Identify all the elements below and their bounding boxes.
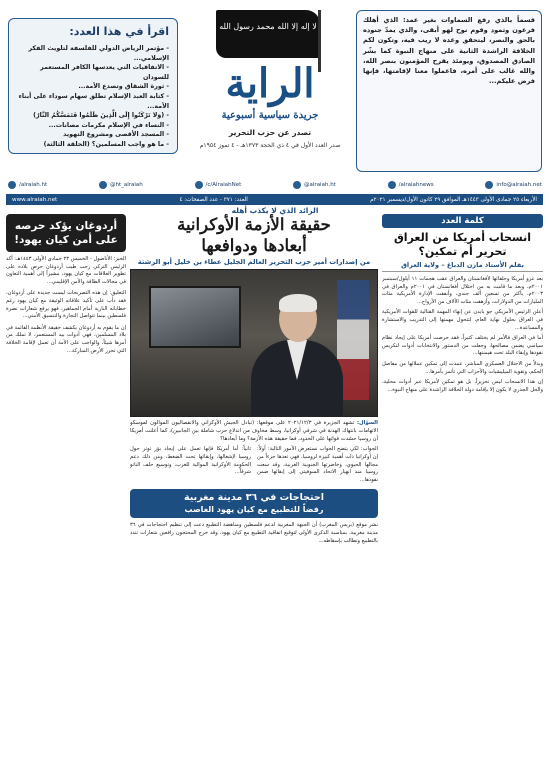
editorial-paragraph: بعد غزو أمريكا وحلفائها لأفغانستان والعراق عقب هجمات ١١ أيلول/سبتمبر ٢٠٠١م، وبعد ما قامت به من احتلال أفغانستان في ٢٠٠١م والعراق في ٢٠٠٣م، بأكثر من تسعين ألف جندي، وأنفقت الإدارة الأمريكية مئات المليارات من الدولارات، وأزهقت مئات الآلاف من الأرواح... bbox=[382, 276, 543, 305]
main-headline-line1: حقيقة الأزمة الأوكرانية bbox=[177, 215, 331, 234]
social-link-email[interactable]: info@alraiah.net bbox=[485, 181, 542, 189]
telegram-icon bbox=[195, 181, 203, 189]
index-item[interactable]: - ثورة الشقاق وتصدع الأمة... bbox=[17, 82, 169, 92]
index-item[interactable]: - (وَلا تَرْكَنُوا إِلَى الَّذِينَ ظَلَمُوا فَتَمَسَّكُمُ النَّارُ) bbox=[17, 111, 169, 121]
erdogan-headline[interactable]: أردوغان يؤكد حرصه على أمن كيان يهود! bbox=[6, 214, 126, 252]
editorial-paragraph: إن هذا الانسحاب ليس تحريراً، بل هو تمكين لأمريكا عبر أدوات محلية، والحل الجذري لا يكون إلا بإقامة دولة الخلافة الراشدة على منهاج النبوة... bbox=[382, 379, 543, 393]
question-label: السؤال: bbox=[356, 420, 378, 426]
issue-info-bar bbox=[6, 194, 543, 205]
editorial-column bbox=[382, 214, 543, 754]
index-item[interactable]: - الاتفاقيات التي يعدسها الكافر المستعمر للسودان bbox=[17, 63, 169, 82]
main-story-col-b: ثانياً: أما أمريكا فإنها تعمل على إيجاد بؤر توتر حول روسيا لإشغالها، وإبقائها تحت الضغط، ومن ذلك دعم الحكومة الأوكرانية الموالية للغرب، وتوسيع حلف الناتو شرقاً... bbox=[130, 446, 251, 476]
main-headline-line2: أبعادها ودوافعها bbox=[201, 236, 307, 255]
facebook-icon bbox=[99, 181, 107, 189]
index-item[interactable]: - كتابة العبد الإسلام تطلق سهام سوداء على أبناء الأمة... bbox=[17, 92, 169, 111]
main-story-col-a: الجواب: لكي يتضح الجواب نستعرض الأمور التالية: أولاً: إن أوكرانيا ذات أهمية كبيرة لروسيا، فهي تعدها جزءاً من مجالها الحيوي، وخاصرتها الجنوبية الغربية، وقد سعت روسيا منذ انهيار الاتحاد السوفيتي إلى إبقائها ضمن نفوذها... bbox=[257, 446, 378, 483]
editorial-title[interactable]: انسحاب أمريكا من العراق تحرير أم تمكين؟ bbox=[393, 231, 532, 258]
instagram-icon bbox=[293, 181, 301, 189]
erdogan-column bbox=[6, 214, 126, 754]
erdogan-paragraph: التعليق: إن هذه التصريحات ليست جديدة على أردوغان، فقد دأب على تأكيد علاقاته الوثيقة مع كيان يهود رغم خطاباته النارية أمام الجماهير، فهو يرفع شعارات نصرة فلسطين بينما تتواصل التجارة والتنسيق الأمني... bbox=[6, 290, 126, 320]
intro-text: قسماً بالذي رفع السماوات بغير عمد: الذي أهلك فرعون وثمود وقوم نوح لهو أبقى، والذي يمدّ جنوده بالحق والنصر، ليتحقق وعده لا ريب فيه، وتكون لكم الخلافة الراشدة الثانية على منهاج النبوة كما بشّر الصادق المصدوق، ويومئذ يفرح المؤمنون بنصر الله، والله غالب على أمره، فاعملوا معنا لإقامتها، فإنها فرض عليكم... bbox=[363, 16, 535, 86]
erdogan-paragraph: الخبر: الأناضول - الخميس ٢٣ جمادى الأولى ١٤٤٣هـ: أكد الرئيس التركي رجب طيب أردوغان حرص بلاده على تطوير العلاقات مع كيان يهود، مشيراً إلى أهمية التعاون في مجالات الطاقة والأمن الإقليمي... bbox=[6, 256, 126, 285]
newspaper-slogan: الرائد الذي لا يكذب أهله bbox=[231, 206, 319, 215]
main-story-body bbox=[130, 446, 378, 484]
twitter-icon bbox=[8, 181, 16, 189]
newspaper-logo[interactable] bbox=[190, 6, 350, 170]
website-link[interactable]: www.alraiah.net bbox=[12, 196, 58, 203]
speaker-image bbox=[251, 296, 343, 417]
morocco-story-subtitle: رفضاً للتطبيع مع كيان يهود الغاصب bbox=[184, 505, 324, 515]
social-link-instagram[interactable]: @alraiah.ht bbox=[293, 181, 336, 189]
issue-number: العدد: ٣٧١ - عدد الصفحات: ٤ bbox=[179, 196, 248, 203]
erdogan-paragraph: إن ما يقوم به أردوغان يكشف حقيقة الأنظمة القائمة في بلاد المسلمين، فهي أدوات بيد المستعمر، لا تملك من أمرها شيئاً، والواجب على الأمة أن تعمل لإقامة الخلافة التي تحرر الأرض المباركة... bbox=[6, 324, 126, 354]
logo-subtitle: جريدة سياسية أسبوعية bbox=[221, 110, 319, 121]
flag-text: لا إله إلا الله محمد رسول الله bbox=[219, 22, 317, 31]
morocco-story-header[interactable] bbox=[130, 489, 378, 518]
main-story-lead: السؤال: تشهد الجزيرة في ٢٠٢١/١٢/٣ على موقعها: (تبادل الجيش الأوكراني والانفصاليون الموالون لموسكو الاتهامات بانتهاك الهدنة في شرقي أوكرانيا، وسط مخاوف من اندلاع حرب شاملة بين الجانبين)، كما أعلنت أمريكا أن روسيا حشدت قواتها على الحدود، فما حقيقة هذه الأزمة؟ وما أبعادها؟ bbox=[130, 420, 378, 442]
index-item[interactable]: - ما هو واجب المسلمين؟ (الحلقة الثالثة) bbox=[17, 140, 169, 150]
logo-title: الراية bbox=[225, 60, 315, 107]
editorial-author: بقلم الأستاذ مازن الدباغ – ولاية العراق bbox=[382, 261, 543, 272]
issue-date: الأربعاء ٢٥ جمادى الأولى ١٤٤٣هـ الموافق ٢٩ كانون الأول/ديسمبر ٢٠٢١م bbox=[370, 196, 537, 203]
editorial-paragraph: وبدلاً من الاحتلال العسكري المباشر، عمدت إلى تمكين عملائها من مفاصل الحكم، وتقوية الميليشيات والأحزاب التي تأتمر بأمرها... bbox=[382, 360, 543, 375]
index-item[interactable]: - المسجد الأقصى ومشروع التهويد bbox=[17, 130, 169, 140]
main-headline[interactable] bbox=[130, 214, 378, 256]
social-link-youtube[interactable]: /alraiahnews bbox=[388, 181, 434, 189]
editorial-paragraph: أعلن الرئيس الأمريكي جو بايدن عن إنهاء المهمة القتالية للقوات الأمريكية في العراق بحلول نهاية العام، لتتحول مهمتها إلى التدريب والاستشارة والمساعدة... bbox=[382, 309, 543, 331]
logo-publisher: تصدر عن حزب التحرير bbox=[228, 128, 312, 137]
issue-index-box bbox=[8, 18, 178, 154]
main-story-subtitle: من إصدارات أمير حزب التحرير العالم الجليل عطاء بن خليل أبو الرشتة bbox=[137, 258, 371, 266]
editorial-paragraph: أما في العراق فالأمر لم يختلف كثيراً، فقد حرصت أمريكا على إيجاد نظام سياسي يضمن مصالحها، وجعلت من الدستور والانتخابات أدوات لتكريس نفوذها وإبقاء البلد تحت هيمنتها... bbox=[382, 335, 543, 357]
index-item[interactable]: - النساء في الإسلام مكرمات مصانات... bbox=[17, 121, 169, 131]
morocco-story-text: نشر موقع (بريس المغرب) أن الجبهة المغربية لدعم فلسطين ومناهضة التطبيع دعت إلى تنظيم احتجاجات في ٣٦ مدينة مغربية، بمناسبة الذكرى الأولى لتوقيع اتفاقية التطبيع مع كيان يهود، وقد خرج المحتجون رافعين شعارات تندد بالتطبيع وتطالب بإسقاطه... bbox=[130, 522, 378, 544]
intro-text-box bbox=[356, 10, 542, 172]
logo-first-issue: صدر العدد الأول في ٤ ذي الحجة ١٣٧٣هـ - ٤ تموز ١٩٥٤م bbox=[199, 142, 341, 149]
main-story bbox=[130, 214, 378, 754]
social-link-twitter[interactable]: /alraiah.ht bbox=[8, 181, 47, 189]
black-flag-icon bbox=[216, 10, 320, 58]
index-item[interactable]: - مؤتمر الرياض الدولي للفلسفة لتلويث الفكر الإسلامي... bbox=[17, 44, 169, 63]
index-list bbox=[17, 44, 169, 150]
index-title: اقرأ في هذا العدد: bbox=[69, 25, 169, 38]
email-icon bbox=[485, 181, 493, 189]
social-link-telegram[interactable]: /c/AlraiahNet bbox=[195, 181, 242, 189]
main-story-photo bbox=[130, 269, 378, 417]
morocco-story-title: احتجاجات في ٣٦ مدينة مغربية bbox=[184, 492, 324, 504]
youtube-icon bbox=[388, 181, 396, 189]
social-links bbox=[8, 178, 542, 192]
video-screen-image bbox=[149, 286, 241, 348]
editorial-header: كلمة العدد bbox=[382, 214, 543, 228]
social-link-facebook[interactable]: @ht_alraiah bbox=[99, 181, 143, 189]
